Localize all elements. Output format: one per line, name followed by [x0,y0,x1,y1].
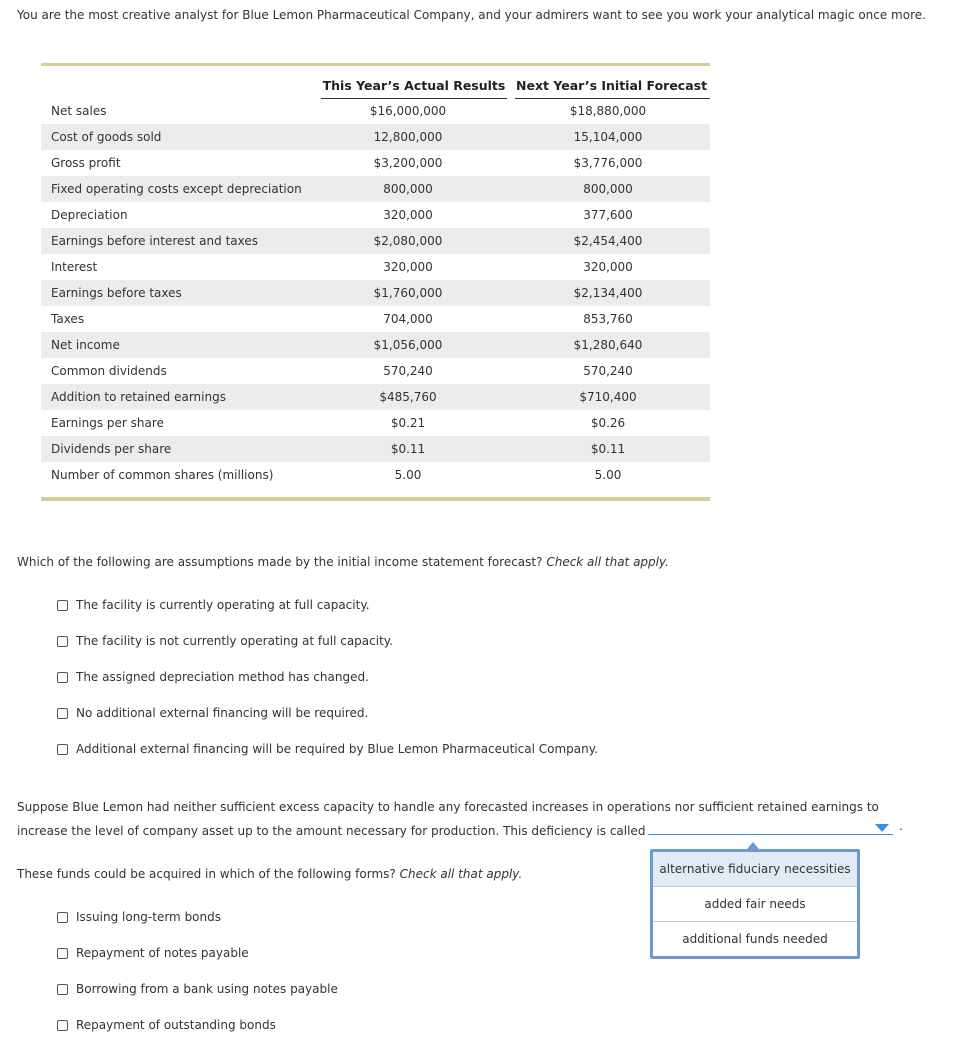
forecast-value: $2,454,400 [573,234,643,248]
table-bottom-border [41,497,710,501]
checkbox[interactable] [57,948,68,959]
income-statement-table [41,63,710,501]
dropdown-option[interactable]: alternative fiduciary necessities [653,852,857,887]
option-label: Repayment of outstanding bonds [76,1018,276,1032]
forecast-value: $1,280,640 [573,338,643,352]
question-1-text: Which of the following are assumptions made by the initial income statement forecast? [17,555,543,569]
forecast-value: 5.00 [594,468,622,482]
question-2-line-2: increase the level of company asset up to the amount necessary for production. This deficiency is called [17,824,646,838]
q1-option-full-capacity[interactable] [57,598,370,612]
table-row [41,358,710,384]
row-label: Taxes [51,312,85,326]
row-label: Gross profit [51,156,121,170]
q3-option-repay-notes[interactable] [57,946,249,960]
row-label: Addition to retained earnings [51,390,226,404]
intro-text: You are the most creative analyst for Blue Lemon Pharmaceutical Company, and your admirers want to see you work your analytical magic once more. [17,8,926,22]
actual-value: 5.00 [394,468,422,482]
row-label: Net sales [51,104,107,118]
question-2 [17,795,897,843]
sentence-period: . [899,819,903,833]
row-label: Depreciation [51,208,128,222]
dropdown-caret-icon [747,842,759,849]
row-label: Earnings before interest and taxes [51,234,258,248]
dropdown-option[interactable]: added fair needs [653,887,857,922]
dropdown-option[interactable]: additional funds needed [682,932,828,946]
row-label: Net income [51,338,120,352]
actual-value: $485,760 [379,390,437,404]
forecast-value: $2,134,400 [573,286,643,300]
deficiency-dropdown[interactable] [648,834,893,835]
actual-value: 12,800,000 [373,130,443,144]
option-label: Additional external financing will be required by Blue Lemon Pharmaceutical Company. [76,742,598,756]
table-row [41,462,710,488]
actual-value: $1,056,000 [373,338,443,352]
row-label: Earnings per share [51,416,164,430]
table-row [41,280,710,306]
q3-option-repay-bonds[interactable] [57,1018,276,1032]
option-label: The facility is not currently operating at full capacity. [76,634,393,648]
actual-value: $16,000,000 [369,104,447,118]
checkbox[interactable] [57,744,68,755]
row-label: Interest [51,260,98,274]
dropdown-menu [650,849,860,959]
checkbox[interactable] [57,984,68,995]
forecast-value: 853,760 [583,312,633,326]
option-label: The facility is currently operating at full capacity. [76,598,370,612]
actual-value: $0.21 [390,416,426,430]
table-body [41,98,710,488]
question-2-line-1: Suppose Blue Lemon had neither sufficient excess capacity to handle any forecasted increases in operations nor sufficient retained earnings to [17,800,879,814]
option-label: Repayment of notes payable [76,946,249,960]
forecast-value: $0.26 [590,416,626,430]
table-row [41,436,710,462]
checkbox[interactable] [57,708,68,719]
actual-value: 320,000 [383,260,433,274]
forecast-value: 377,600 [583,208,633,222]
table-row [41,228,710,254]
table-header [41,66,710,98]
table-row [41,384,710,410]
col-header-next: Next Year’s Initial Forecast [516,78,708,93]
q3-option-bank-notes[interactable] [57,982,338,996]
actual-value: 570,240 [383,364,433,378]
checkbox[interactable] [57,600,68,611]
row-label: Dividends per share [51,442,172,456]
table-row [41,98,710,124]
question-3 [17,867,522,881]
actual-value: $2,080,000 [373,234,443,248]
actual-value: 320,000 [383,208,433,222]
option-label: Borrowing from a bank using notes payable [76,982,338,996]
forecast-value: 320,000 [583,260,633,274]
row-label: Earnings before taxes [51,286,182,300]
forecast-value: $3,776,000 [573,156,643,170]
forecast-value: $18,880,000 [569,104,647,118]
actual-value: 800,000 [383,182,433,196]
checkbox[interactable] [57,672,68,683]
col-header-actual: This Year’s Actual Results [322,78,506,93]
question-1 [17,555,669,569]
checkbox[interactable] [57,912,68,923]
forecast-value: 15,104,000 [573,130,643,144]
row-label: Fixed operating costs except depreciation [51,182,302,196]
q1-option-no-external-financing[interactable] [57,706,368,720]
forecast-value: $710,400 [579,390,637,404]
question-3-hint: Check all that apply. [399,867,523,881]
checkbox[interactable] [57,1020,68,1031]
table-row [41,306,710,332]
forecast-value: 570,240 [583,364,633,378]
forecast-value: $0.11 [590,442,626,456]
checkbox[interactable] [57,636,68,647]
forecast-value: 800,000 [583,182,633,196]
question-3-text: These funds could be acquired in which of the following forms? [17,867,396,881]
table-row [41,254,710,280]
q1-option-external-financing-required[interactable] [57,742,598,756]
row-label: Common dividends [51,364,167,378]
actual-value: $0.11 [390,442,426,456]
q1-option-not-full-capacity[interactable] [57,634,393,648]
dropdown-arrow-icon[interactable] [875,824,889,832]
actual-value: $3,200,000 [373,156,443,170]
row-label: Cost of goods sold [51,130,162,144]
actual-value: $1,760,000 [373,286,443,300]
q3-option-long-term-bonds[interactable] [57,910,221,924]
option-label: The assigned depreciation method has changed. [76,670,369,684]
q1-option-depreciation-changed[interactable] [57,670,369,684]
option-label: No additional external financing will be required. [76,706,369,720]
option-label: Issuing long-term bonds [76,910,221,924]
question-1-hint: Check all that apply. [546,555,669,569]
table-row [41,202,710,228]
actual-value: 704,000 [383,312,433,326]
table-row [41,332,710,358]
table-row [41,176,710,202]
table-row [41,124,710,150]
row-label: Number of common shares (millions) [51,468,274,482]
table-row [41,410,710,436]
table-row [41,150,710,176]
